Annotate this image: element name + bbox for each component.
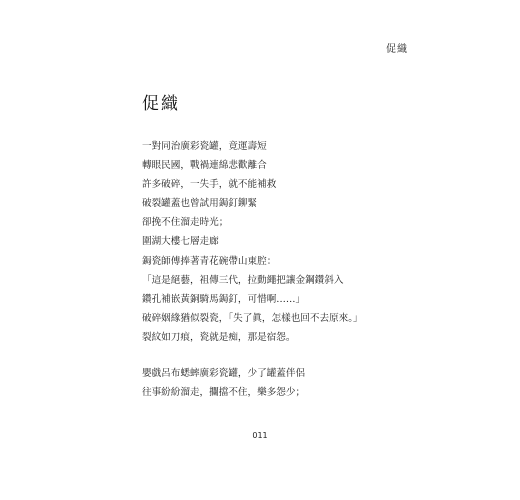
poem-line: 許多破碎，一失手，就不能補救 [142,179,277,191]
poem-line: 嬰戲呂布蟋蟀廣彩瓷罐，少了罐蓋伴侶 [142,368,306,380]
poem-line: 一對同治廣彩瓷罐，竟運壽短 [142,141,267,152]
poem-line: 鋦瓷師傅捧著青花碗帶山東腔： [142,255,277,267]
poem-line: 裂紋如刀痕，瓷就是痴，那是宿怨。 [142,331,296,343]
poem-line: 圍湖大樓七層走廊 [142,236,219,248]
stanza-2 [142,364,442,402]
poem-line: 鑽孔補嵌黃銅騎馬鋦釘，可惜啊……」 [142,293,306,305]
poem-line: 轉眼民國，戰禍連綿悲歡離合 [142,160,267,172]
poem-line: 破碎姻緣猶似裂瓷，「失了眞，怎樣也回不去原來。」 [142,312,363,324]
poem-line: 破裂罐蓋也曾試用鋦釘鉚緊 [142,198,258,210]
poem-line: 卻挽不住溜走時光； [142,217,229,229]
page-number: 011 [252,431,268,440]
stanza-1 [142,137,442,347]
poem-body [142,137,442,419]
poem-title: 促織 [142,94,180,114]
running-head: 促織 [386,44,408,55]
poem-line: 往事紛紛溜走，攔擋不住，樂多怨少； [142,387,306,399]
poem-line: 「這是絕藝，祖傳三代，拉動繩把讓金鋼鑽斜入 [142,274,344,286]
